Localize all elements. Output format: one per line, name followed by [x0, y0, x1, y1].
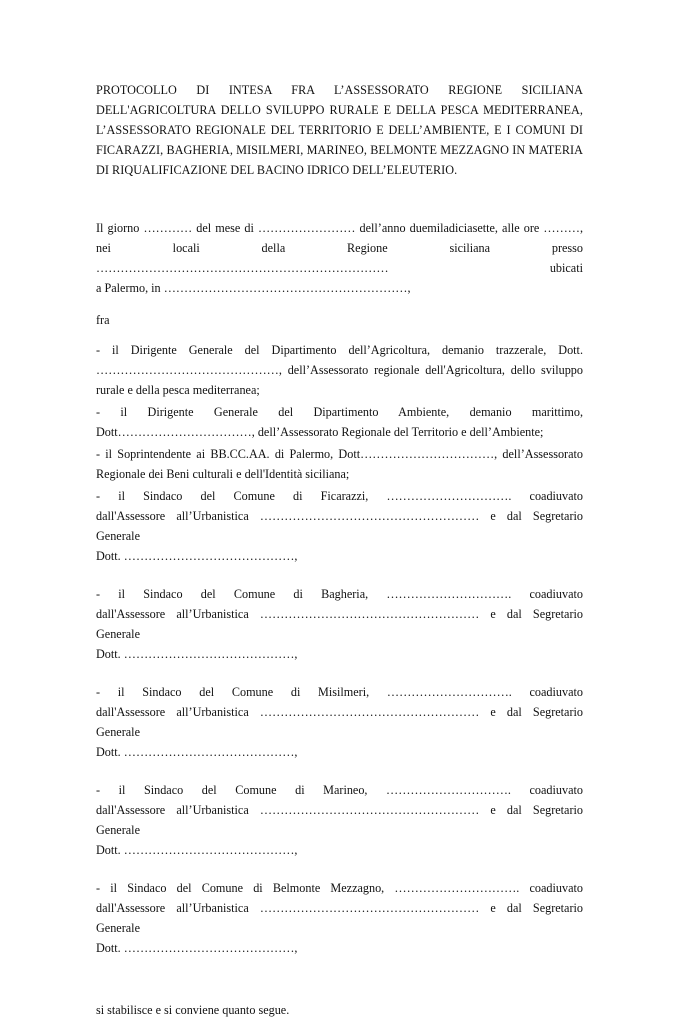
party-line: dall'Assessore all’Urbanistica ……………………………………………… e dal Segretario Generale [96, 509, 583, 543]
party-line: - il Sindaco del Comune di Ficarazzi, …………………………. coadiuvato [96, 489, 583, 503]
intro-line-3: a Palermo, in ……………………………………………………, [96, 281, 411, 295]
party-item-ficarazzi [96, 486, 583, 566]
party-line: Regionale dei Beni culturali e dell'Identità siciliana; [96, 467, 350, 481]
party-line: ………………………………………, dell’Assessorato regionale dell'Agricoltura, dello sviluppo [96, 363, 583, 377]
party-item-bagheria [96, 584, 583, 664]
party-item-misilmeri [96, 682, 583, 762]
intro-line-2: nei locali della Regione siciliana presso ……………………………………………………………… ubicati [96, 241, 583, 275]
intro-paragraph [96, 218, 583, 298]
party-line: Dott. ……………………………………, [96, 843, 298, 857]
party-line: rurale e della pesca mediterranea; [96, 383, 260, 397]
document-page [96, 80, 583, 1020]
party-line: dall'Assessore all’Urbanistica ……………………………………………… e dal Segretario Generale [96, 607, 583, 641]
party-line: - il Sindaco del Comune di Bagheria, …………………………. coadiuvato [96, 587, 583, 601]
party-line: dall'Assessore all’Urbanistica ……………………………………………… e dal Segretario Generale [96, 705, 583, 739]
party-line: Dott. ……………………………………, [96, 647, 298, 661]
party-item-agricoltura [96, 340, 583, 400]
party-line: - il Dirigente Generale del Dipartimento dell’Agricoltura, demanio trazzerale, Dott. [96, 343, 583, 357]
party-line: - il Sindaco del Comune di Belmonte Mezzagno, …………………………. coadiuvato [96, 881, 583, 895]
party-line: - il Sindaco del Comune di Marineo, …………………………. coadiuvato [96, 783, 583, 797]
party-line: - il Soprintendente ai BB.CC.AA. di Palermo, Dott……………………………, dell’Assessorato [96, 447, 583, 461]
party-item-ambiente [96, 402, 583, 442]
party-line: Dott……………………………, dell’Assessorato Regionale del Territorio e dell’Ambiente; [96, 425, 544, 439]
party-line: Dott. ……………………………………, [96, 745, 298, 759]
party-line: Dott. ……………………………………, [96, 549, 298, 563]
party-item-soprintendente [96, 444, 583, 484]
intro-line-1: Il giorno ………… del mese di …………………… dell’anno duemiladiciasette, alle ore ………, [96, 221, 583, 235]
document-title: PROTOCOLLO DI INTESA FRA L’ASSESSORATO REGIONE SICILIANA DELL'AGRICOLTURA DELLO SVILUPPO RURALE E DELLA PESCA MEDITERRANEA, L’ASSESSORATO REGIONALE DEL TERRITORIO E DELL’AMBIENTE, E I COMUNI DI FICARAZZI, BAGHERIA, MISILMERI, MARINEO, BELMONTE MEZZAGNO IN MATERIA DI RIQUALIFICAZIONE DEL BACINO IDRICO DELL’ELEUTERIO. [96, 83, 583, 177]
party-line: dall'Assessore all’Urbanistica ……………………………………………… e dal Segretario Generale [96, 803, 583, 837]
fra-label: fra [96, 313, 110, 327]
party-item-belmonte-mezzagno [96, 878, 583, 958]
party-line: dall'Assessore all’Urbanistica ……………………………………………… e dal Segretario Generale [96, 901, 583, 935]
closing-statement: si stabilisce e si conviene quanto segue. [96, 1003, 290, 1017]
party-line: - il Dirigente Generale del Dipartimento Ambiente, demanio marittimo, [96, 405, 583, 419]
party-line: Dott. ……………………………………, [96, 941, 298, 955]
party-line: - il Sindaco del Comune di Misilmeri, …………………………. coadiuvato [96, 685, 583, 699]
party-item-marineo [96, 780, 583, 860]
